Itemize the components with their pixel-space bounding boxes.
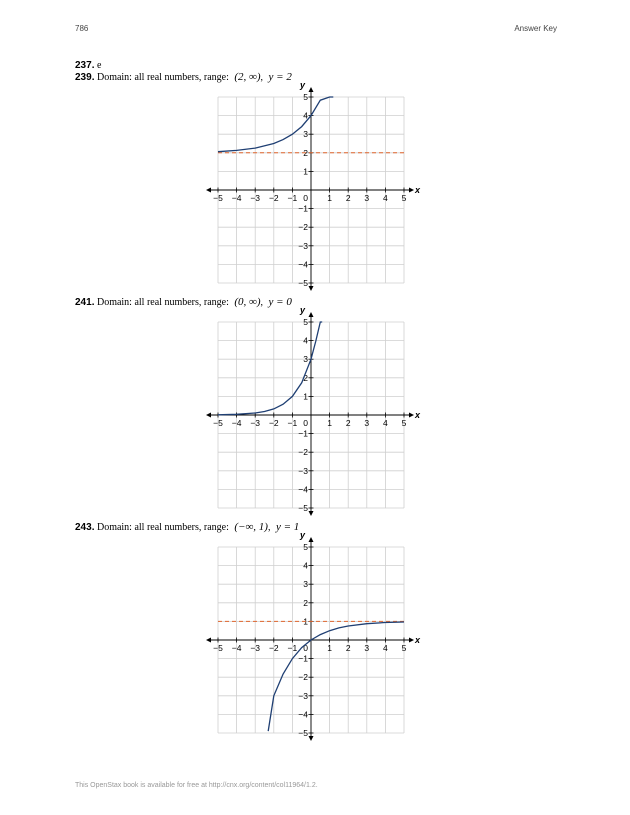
x-tick-label: 3 [364,418,370,428]
y-tick-label: −2 [298,447,308,458]
x-tick-label: −5 [213,643,223,653]
answer-number: 241 [75,297,92,308]
y-tick-label: −3 [298,240,308,251]
answer-number: 239 [75,72,92,83]
x-tick-label: −3 [250,643,261,653]
answer-239: 239. Domain: all real numbers, range: (2, ∞), y = 2 [75,71,292,83]
y-tick-label: −1 [298,203,308,214]
x-tick-label: −1 [287,418,298,428]
x-tick-label: 4 [383,418,388,428]
x-tick-label: −1 [287,643,298,653]
y-axis-arrow-up [309,312,314,317]
x-tick-label: 1 [327,643,332,653]
page-number: 786 [75,24,89,33]
range-expression: (2, ∞) [234,71,261,83]
y-tick-label: −2 [298,222,308,233]
x-tick-label: 5 [401,418,407,428]
y-tick-label: 4 [303,560,308,571]
y-tick-label: 2 [303,372,308,383]
x-tick-label: 1 [327,193,332,203]
answer-237: 237. e [75,60,102,71]
x-tick-label: 2 [345,193,351,203]
x-tick-label: −4 [231,643,242,653]
y-tick-label: 5 [303,317,308,327]
graph-243 [208,530,423,746]
x-tick-label: −3 [250,418,261,428]
x-tick-label: −5 [213,418,223,428]
x-axis-arrow-right [409,188,414,193]
x-tick-label: −1 [287,193,298,203]
function-curve [218,97,333,152]
y-tick-label: 3 [303,129,308,140]
graph-239 [208,80,423,296]
range-expression: (0, ∞) [234,296,261,308]
y-tick-label: −4 [298,259,308,270]
origin-label: 0 [303,193,308,203]
x-tick-label: 4 [383,193,388,203]
y-tick-label: −3 [298,465,308,476]
y-tick-label: 2 [303,597,308,608]
running-header: Answer Key [514,24,557,33]
y-axis-arrow-up [309,87,314,92]
asymptote-expression: y = 1 [275,521,300,533]
answer-text: Domain: all real numbers, range: [96,522,229,533]
answer-text: e [96,60,102,71]
x-tick-label: −2 [268,193,279,203]
x-tick-label: −2 [268,643,279,653]
y-axis-arrow-down [309,511,314,516]
asymptote-expression: y = 2 [268,71,292,83]
y-tick-label: 3 [303,354,308,365]
y-tick-label: 3 [303,579,308,590]
y-tick-label: −2 [298,672,308,683]
x-tick-label: 5 [401,193,407,203]
y-tick-label: 1 [303,166,308,177]
y-tick-label: −5 [298,503,308,513]
x-axis-arrow-right [409,638,414,643]
y-tick-label: 4 [303,335,308,346]
y-axis-label: y [299,305,305,315]
y-tick-label: 4 [303,110,308,121]
y-tick-label: −4 [298,709,308,720]
x-axis-label: x [415,635,421,645]
footer-note: This OpenStax book is available for free at http://cnx.org/content/col11964/1.2. [75,782,318,789]
y-tick-label: −5 [298,728,308,738]
y-axis-label: y [299,80,305,90]
answer-text: Domain: all real numbers, range: [96,72,229,83]
y-axis-label: y [299,530,305,540]
x-tick-label: −3 [250,193,261,203]
x-tick-label: 3 [364,643,370,653]
y-tick-label: 2 [303,147,308,158]
x-tick-label: −5 [213,193,223,203]
answer-number: 237 [75,60,92,71]
x-axis-label: x [415,410,421,420]
y-tick-label: 1 [303,391,308,402]
answer-number: 243 [75,522,92,533]
y-tick-label: −4 [298,484,308,495]
y-axis-arrow-down [309,736,314,741]
range-expression: (−∞, 1) [234,521,268,533]
y-tick-label: 5 [303,92,308,102]
x-tick-label: −2 [268,418,279,428]
x-axis-label: x [415,185,421,195]
y-axis-arrow-up [309,537,314,542]
graph-241 [208,305,423,521]
origin-label: 0 [303,418,308,428]
y-tick-label: 1 [303,616,308,627]
y-tick-label: −3 [298,690,308,701]
y-axis-arrow-down [309,286,314,291]
x-tick-label: 2 [345,418,351,428]
x-axis-arrow-right [409,413,414,418]
y-tick-label: −1 [298,428,308,439]
x-tick-label: 1 [327,418,332,428]
y-tick-label: −1 [298,653,308,664]
asymptote-expression: y = 0 [268,296,292,308]
x-axis-arrow-left [206,188,211,193]
y-tick-label: 5 [303,542,308,552]
x-axis-arrow-left [206,413,211,418]
origin-label: 0 [303,643,308,653]
x-tick-label: 4 [383,643,388,653]
x-tick-label: 5 [401,643,407,653]
x-tick-label: 2 [345,643,351,653]
answer-241: 241. Domain: all real numbers, range: (0, ∞), y = 0 [75,296,292,308]
x-tick-label: −4 [231,418,242,428]
x-tick-label: −4 [231,193,242,203]
x-tick-label: 3 [364,193,370,203]
answer-text: Domain: all real numbers, range: [96,297,229,308]
answer-243: 243. Domain: all real numbers, range: (−∞, 1), y = 1 [75,521,300,533]
y-tick-label: −5 [298,278,308,288]
x-axis-arrow-left [206,638,211,643]
